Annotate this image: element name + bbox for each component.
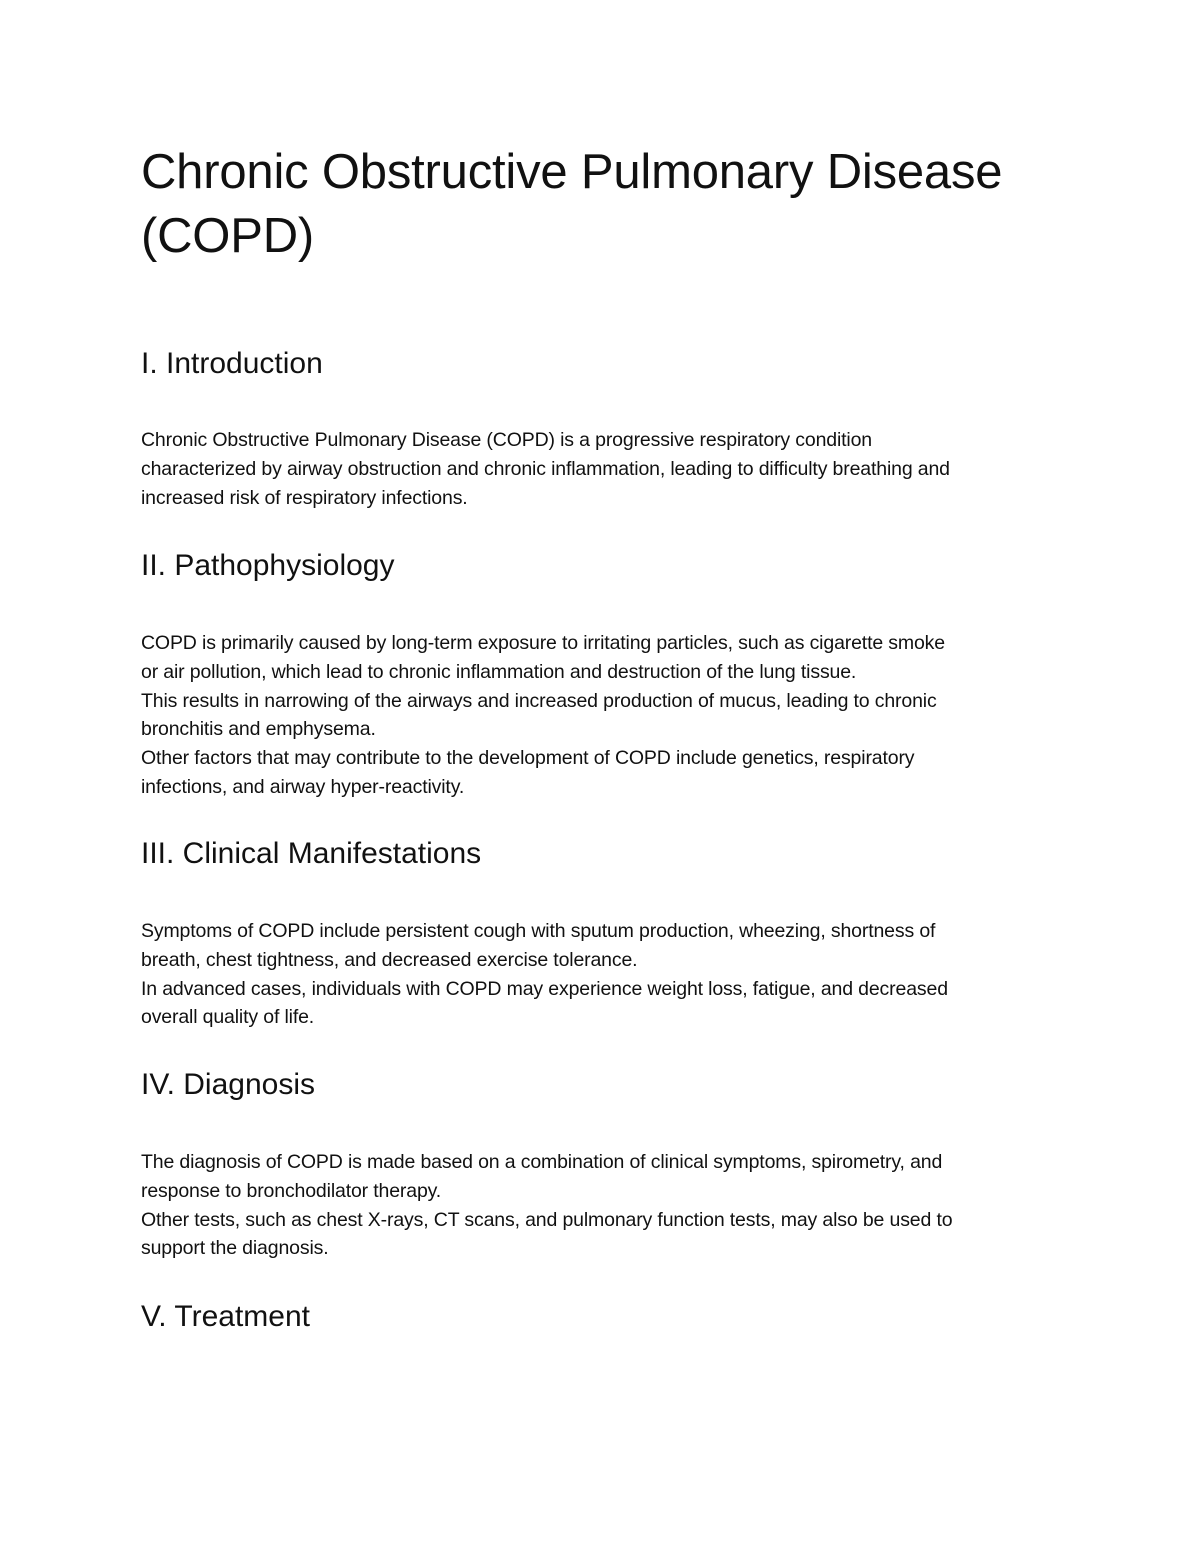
- paragraph-line: support the diagnosis.: [141, 1237, 329, 1260]
- paragraph-line: In advanced cases, individuals with COPD may experience weight loss, fatigue, and decreased: [141, 977, 948, 1000]
- section-heading-clinical-manifestations: III. Clinical Manifestations: [141, 837, 482, 870]
- paragraph-line: or air pollution, which lead to chronic inflammation and destruction of the lung tissue.: [141, 660, 857, 683]
- section-body-clinical-manifestations: [141, 917, 1061, 1032]
- section-heading-introduction: I. Introduction: [141, 347, 323, 380]
- paragraph-line: This results in narrowing of the airways and increased production of mucus, leading to chronic: [141, 689, 937, 712]
- paragraph-line: Chronic Obstructive Pulmonary Disease (COPD) is a progressive respiratory condition: [141, 429, 872, 451]
- document-title-line: (COPD): [141, 209, 315, 263]
- paragraph-line: characterized by airway obstruction and chronic inflammation, leading to difficulty breathing and: [141, 457, 950, 480]
- paragraph-line: The diagnosis of COPD is made based on a combination of clinical symptoms, spirometry, and: [141, 1151, 943, 1173]
- section-body-pathophysiology: [141, 629, 1061, 802]
- section-body-diagnosis: [141, 1148, 1061, 1263]
- paragraph-line: bronchitis and emphysema.: [141, 718, 376, 741]
- paragraph-line: increased risk of respiratory infections.: [141, 486, 468, 509]
- paragraph-line: Symptoms of COPD include persistent cough with sputum production, wheezing, shortness of: [141, 920, 936, 942]
- paragraph-line: breath, chest tightness, and decreased exercise tolerance.: [141, 948, 638, 971]
- section-body-introduction: [141, 426, 1061, 512]
- section-heading-treatment: V. Treatment: [141, 1300, 310, 1333]
- paragraph-line: overall quality of life.: [141, 1006, 315, 1029]
- paragraph-line: COPD is primarily caused by long-term exposure to irritating particles, such as cigarette smoke: [141, 632, 945, 654]
- document-title: [141, 140, 1061, 268]
- section-heading-pathophysiology: II. Pathophysiology: [141, 549, 395, 582]
- paragraph-line: Other factors that may contribute to the development of COPD include genetics, respiratory: [141, 747, 915, 770]
- paragraph-line: response to bronchodilator therapy.: [141, 1179, 442, 1202]
- paragraph-line: Other tests, such as chest X-rays, CT scans, and pulmonary function tests, may also be used to: [141, 1208, 953, 1231]
- document-title-line: Chronic Obstructive Pulmonary Disease: [141, 145, 1003, 199]
- section-heading-diagnosis: IV. Diagnosis: [141, 1068, 315, 1101]
- paragraph-line: infections, and airway hyper-reactivity.: [141, 775, 465, 798]
